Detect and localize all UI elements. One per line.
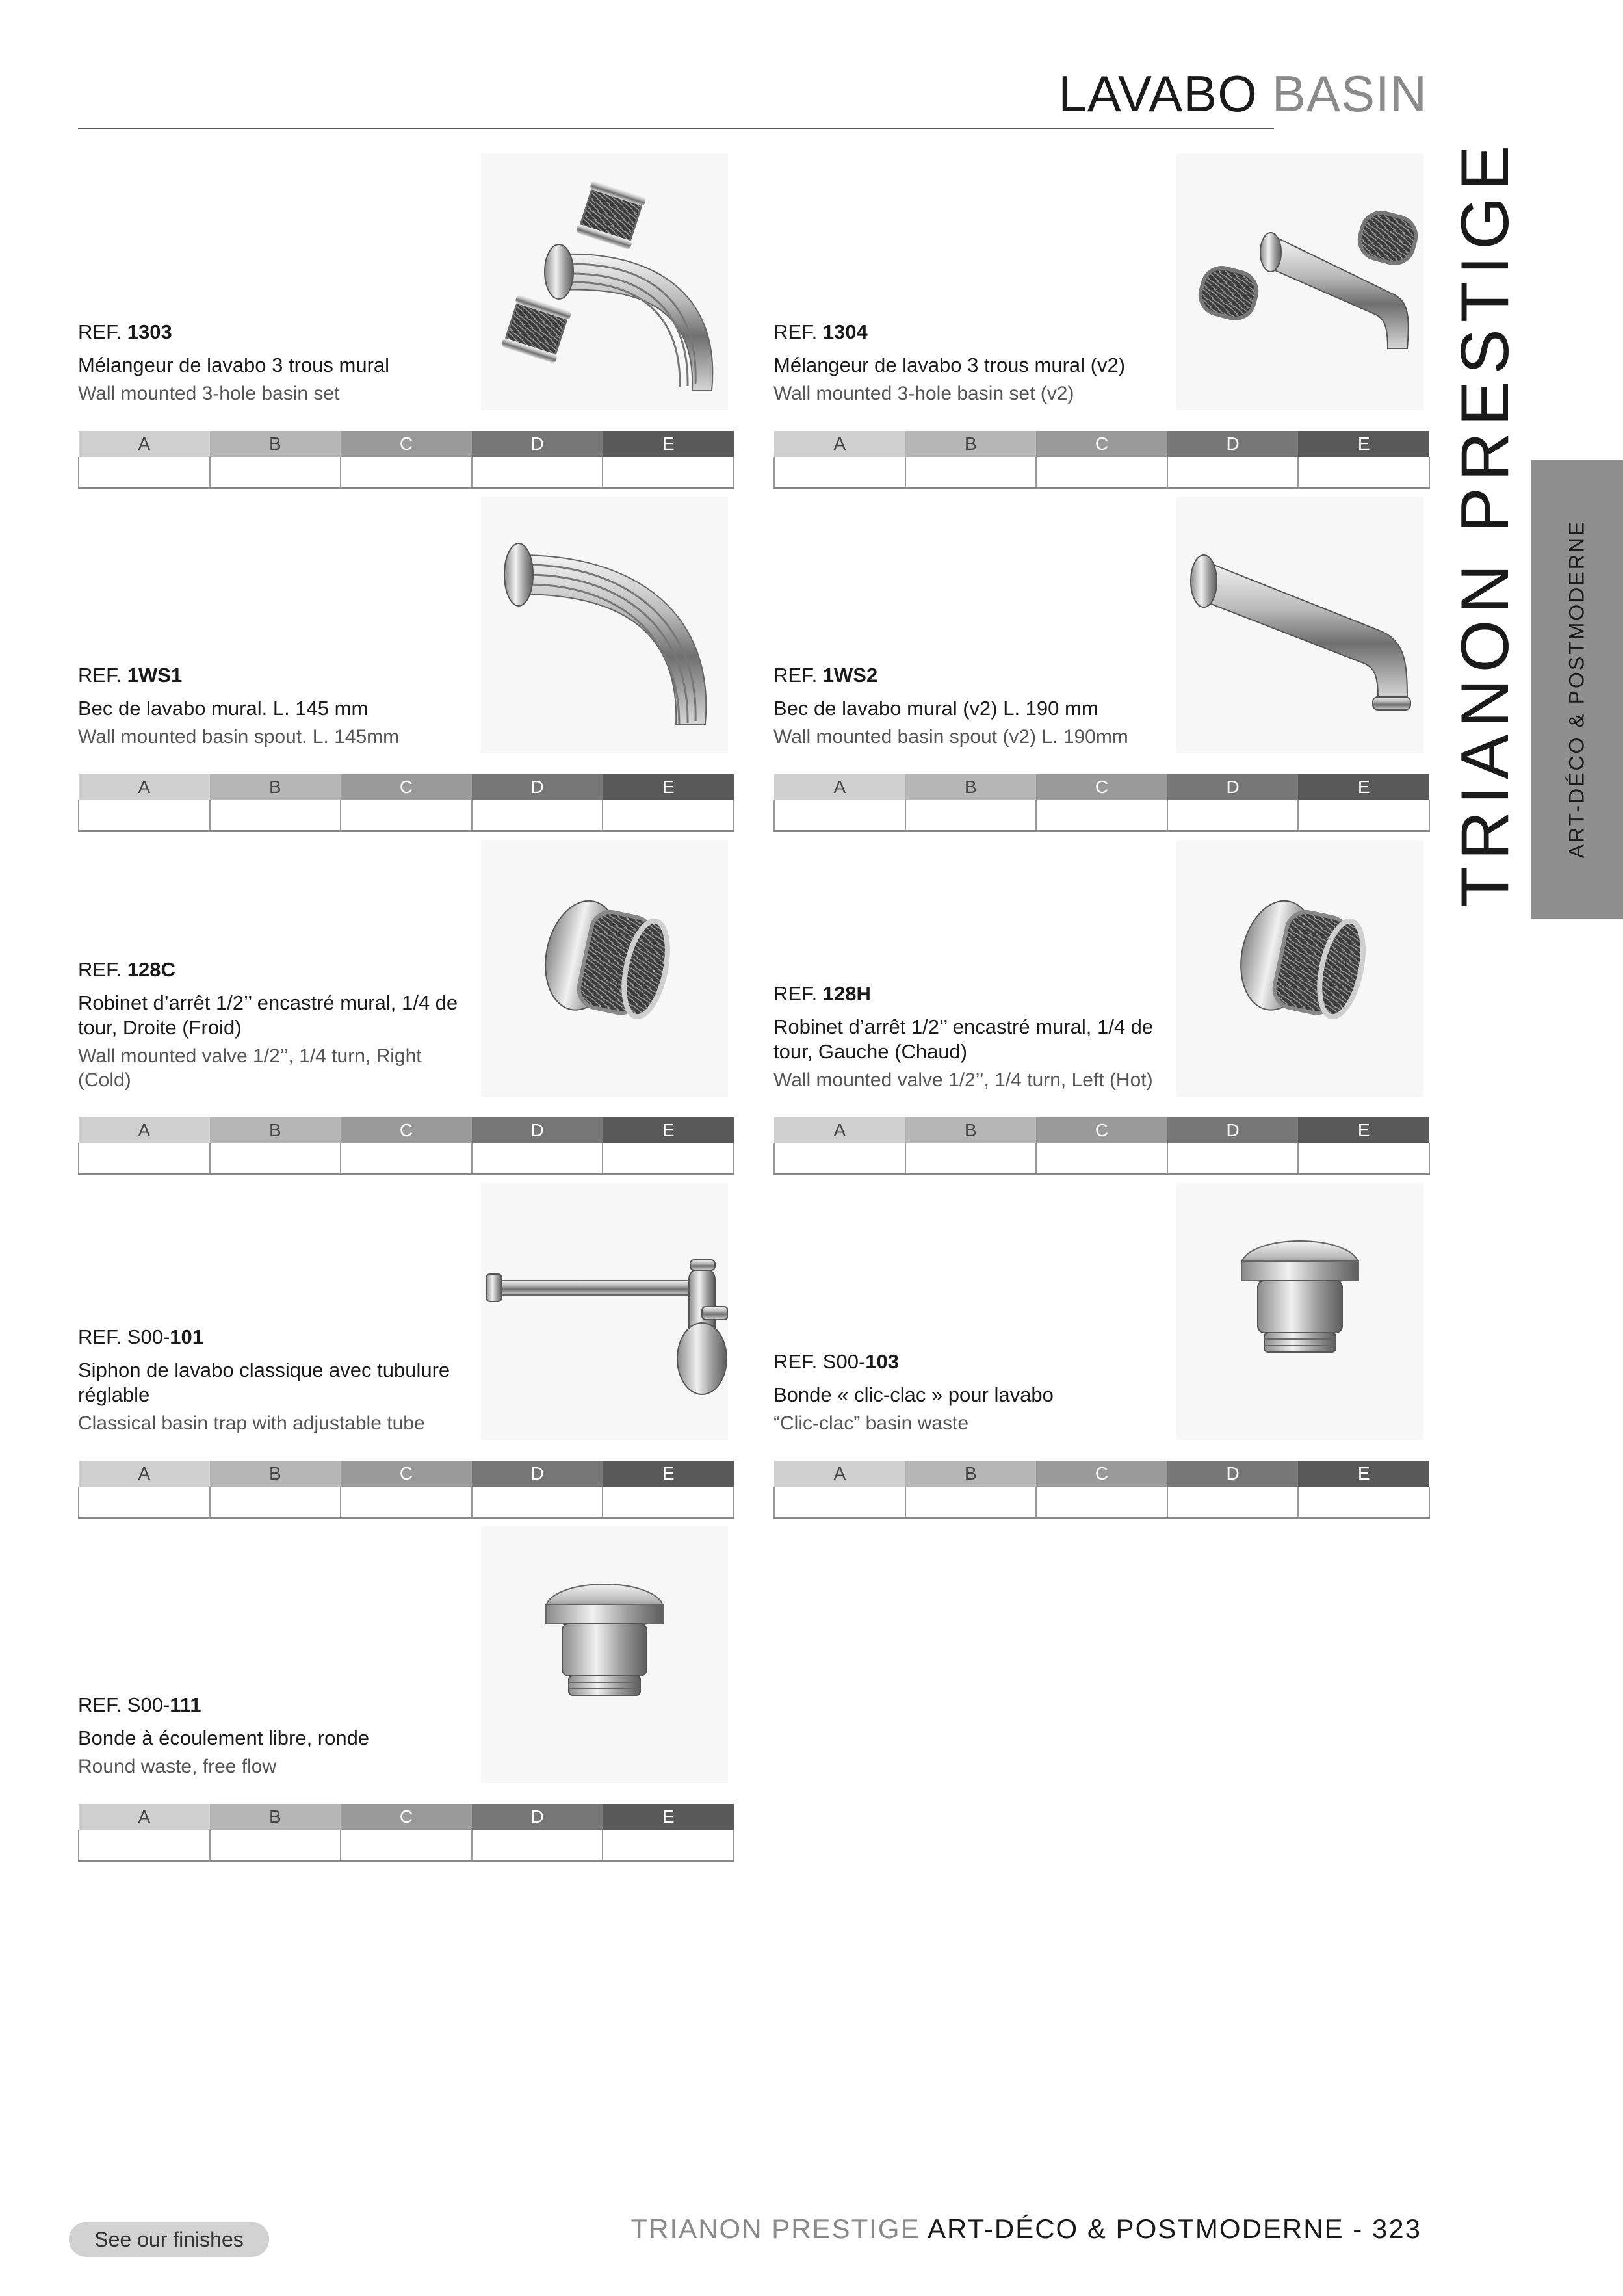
finish-header-e: E xyxy=(603,1117,734,1143)
finish-cell-a xyxy=(774,457,905,488)
ref-code: 1304 xyxy=(822,320,868,343)
finish-cell-a xyxy=(79,1143,210,1175)
finish-header-a: A xyxy=(79,431,210,457)
finish-cell-d xyxy=(1167,1143,1299,1175)
finish-cell-c xyxy=(341,800,472,831)
ref-prefix: REF. S00- xyxy=(773,1350,866,1373)
ref-code: 128H xyxy=(822,982,871,1005)
product-text-1ws2 xyxy=(773,664,1157,749)
ref-prefix: REF. xyxy=(78,958,127,981)
ref-code: 128C xyxy=(127,958,175,981)
product-image-1ws2 xyxy=(1176,497,1423,753)
finish-header-d: D xyxy=(472,431,603,457)
product-image-s00-101 xyxy=(481,1183,728,1440)
finish-header-b: B xyxy=(210,431,341,457)
finish-cell-e xyxy=(603,1487,734,1518)
product-text-1ws1 xyxy=(78,664,461,749)
product-name-en: Wall mounted valve 1/2’’, 1/4 turn, Right (Cold) xyxy=(78,1045,422,1091)
product-name-en: Wall mounted basin spout (v2) L. 190mm xyxy=(773,726,1128,748)
finish-header-a: A xyxy=(79,774,210,800)
finish-header-d: D xyxy=(472,1117,603,1143)
finish-header-e: E xyxy=(603,774,734,800)
product-text-128c xyxy=(78,958,461,1092)
finish-cell-a xyxy=(79,800,210,831)
product-name-fr: Robinet d’arrêt 1/2’’ encastré mural, 1/4 de tour, Gauche (Chaud) xyxy=(773,1015,1154,1063)
finish-header-e: E xyxy=(1298,774,1429,800)
finish-cell-e xyxy=(1298,1487,1429,1518)
finish-header-a: A xyxy=(774,774,905,800)
finish-header-e: E xyxy=(1298,1117,1429,1143)
finish-table-1304 xyxy=(773,431,1430,489)
ref-prefix: REF. xyxy=(78,320,127,343)
product-image-128c xyxy=(481,840,728,1097)
finish-table-s00-111 xyxy=(78,1804,734,1862)
finish-cell-e xyxy=(603,1143,734,1175)
finish-header-d: D xyxy=(1167,1461,1299,1487)
ref-code: 1WS2 xyxy=(822,664,878,686)
product-image-1303 xyxy=(481,153,728,410)
finish-header-d: D xyxy=(472,1461,603,1487)
finish-table-s00-103 xyxy=(773,1461,1430,1519)
finish-header-e: E xyxy=(603,431,734,457)
finish-header-b: B xyxy=(905,1117,1037,1143)
finish-cell-a xyxy=(774,1143,905,1175)
product-name-fr: Mélangeur de lavabo 3 trous mural (v2) xyxy=(773,354,1126,376)
finish-header-e: E xyxy=(1298,1461,1429,1487)
product-name-fr: Robinet d’arrêt 1/2’’ encastré mural, 1/4 de tour, Droite (Froid) xyxy=(78,991,458,1039)
finish-table-s00-101 xyxy=(78,1461,734,1519)
product-card-s00-103 xyxy=(773,1183,1430,1521)
finish-table-128c xyxy=(78,1117,734,1175)
product-ref xyxy=(78,664,461,687)
finish-cell-c xyxy=(1036,457,1167,488)
product-ref xyxy=(773,982,1157,1006)
product-name-en: Classical basin trap with adjustable tube xyxy=(78,1413,425,1434)
product-image-s00-111 xyxy=(481,1526,728,1783)
finish-header-d: D xyxy=(1167,1117,1299,1143)
finish-cell-b xyxy=(210,1830,341,1861)
finish-cell-d xyxy=(1167,457,1299,488)
finish-cell-c xyxy=(341,1830,472,1861)
collection-side-tab[interactable] xyxy=(1531,460,1623,919)
product-name-en: Wall mounted valve 1/2’’, 1/4 turn, Left (Hot) xyxy=(773,1069,1153,1091)
finish-cell-c xyxy=(1036,800,1167,831)
finish-cell-d xyxy=(472,1487,603,1518)
finish-header-a: A xyxy=(79,1804,210,1830)
finish-cell-b xyxy=(210,457,341,488)
product-ref xyxy=(78,320,461,344)
page-footer xyxy=(631,2213,1422,2245)
finish-header-e: E xyxy=(603,1804,734,1830)
finish-cell-c xyxy=(341,1143,472,1175)
finish-header-d: D xyxy=(472,774,603,800)
finish-header-c: C xyxy=(341,1461,472,1487)
product-image-s00-103 xyxy=(1176,1183,1423,1440)
finish-header-c: C xyxy=(341,431,472,457)
finish-header-b: B xyxy=(905,431,1037,457)
footer-separator: - xyxy=(1344,2213,1372,2244)
product-ref xyxy=(773,664,1157,687)
product-text-128h xyxy=(773,982,1157,1092)
product-ref xyxy=(78,958,461,982)
product-text-1303 xyxy=(78,320,461,406)
ref-code: 1WS1 xyxy=(127,664,183,686)
finish-cell-d xyxy=(472,1143,603,1175)
collection-side-tab-label: ART-DÉCO & POSTMODERNE xyxy=(1565,519,1589,859)
finish-header-b: B xyxy=(210,1117,341,1143)
finish-cell-b xyxy=(210,1487,341,1518)
ref-code: 101 xyxy=(170,1325,204,1348)
finish-header-e: E xyxy=(603,1461,734,1487)
finish-header-a: A xyxy=(774,1461,905,1487)
finish-cell-b xyxy=(905,1487,1037,1518)
finish-table-128h xyxy=(773,1117,1430,1175)
product-card-1304 xyxy=(773,153,1430,491)
product-ref xyxy=(78,1325,461,1349)
footer-brand: TRIANON PRESTIGE xyxy=(630,2213,920,2244)
finish-header-e: E xyxy=(1298,431,1429,457)
product-name-en: Wall mounted 3-hole basin set (v2) xyxy=(773,383,1074,404)
product-ref xyxy=(773,320,1157,344)
finish-cell-b xyxy=(905,457,1037,488)
see-finishes-button[interactable]: See our finishes xyxy=(69,2222,269,2257)
finish-header-b: B xyxy=(210,1461,341,1487)
finish-header-a: A xyxy=(774,431,905,457)
finish-cell-d xyxy=(472,800,603,831)
finish-header-c: C xyxy=(1036,1461,1167,1487)
finish-header-c: C xyxy=(341,1804,472,1830)
finish-cell-c xyxy=(1036,1487,1167,1518)
vertical-brand-title xyxy=(1443,138,1527,908)
finish-cell-e xyxy=(603,1830,734,1861)
product-image-1304 xyxy=(1176,153,1423,410)
product-card-1ws1 xyxy=(78,497,734,835)
finish-header-d: D xyxy=(1167,431,1299,457)
product-text-1304 xyxy=(773,320,1157,406)
page-title-en: BASIN xyxy=(1271,65,1427,122)
page-title xyxy=(1058,65,1427,122)
ref-prefix: REF. xyxy=(78,664,127,686)
product-text-s00-101 xyxy=(78,1325,461,1435)
finish-header-a: A xyxy=(774,1117,905,1143)
product-name-en: “Clic-clac” basin waste xyxy=(773,1413,969,1434)
product-name-en: Round waste, free flow xyxy=(78,1756,277,1777)
finish-cell-d xyxy=(1167,800,1299,831)
ref-prefix: REF. S00- xyxy=(78,1693,170,1716)
finish-table-1ws2 xyxy=(773,774,1430,832)
finish-cell-b xyxy=(210,800,341,831)
finish-cell-e xyxy=(1298,1143,1429,1175)
finish-cell-b xyxy=(905,800,1037,831)
ref-code: 111 xyxy=(170,1693,201,1716)
ref-prefix: REF. S00- xyxy=(78,1325,170,1348)
product-card-1ws2 xyxy=(773,497,1430,835)
ref-prefix: REF. xyxy=(773,664,823,686)
finish-header-b: B xyxy=(905,1461,1037,1487)
product-name-fr: Bonde à écoulement libre, ronde xyxy=(78,1727,370,1749)
finish-header-c: C xyxy=(1036,1117,1167,1143)
product-name-en: Wall mounted 3-hole basin set xyxy=(78,383,340,404)
finish-cell-c xyxy=(341,457,472,488)
product-name-en: Wall mounted basin spout. L. 145mm xyxy=(78,726,400,748)
finish-cell-e xyxy=(1298,457,1429,488)
finish-header-a: A xyxy=(79,1461,210,1487)
finish-header-b: B xyxy=(210,774,341,800)
finish-table-1303 xyxy=(78,431,734,489)
finish-header-c: C xyxy=(341,1117,472,1143)
finish-table-1ws1 xyxy=(78,774,734,832)
footer-collection: ART-DÉCO & POSTMODERNE xyxy=(927,2213,1344,2244)
finish-header-b: B xyxy=(905,774,1037,800)
finish-cell-b xyxy=(905,1143,1037,1175)
finish-cell-e xyxy=(1298,800,1429,831)
product-card-s00-101 xyxy=(78,1183,734,1521)
finish-cell-a xyxy=(774,1487,905,1518)
finish-cell-d xyxy=(472,1830,603,1861)
page-title-fr: LAVABO xyxy=(1058,65,1258,122)
finish-header-c: C xyxy=(1036,774,1167,800)
product-text-s00-103 xyxy=(773,1350,1157,1435)
finish-cell-d xyxy=(472,457,603,488)
finish-cell-d xyxy=(1167,1487,1299,1518)
finish-cell-a xyxy=(79,457,210,488)
product-name-fr: Bec de lavabo mural (v2) L. 190 mm xyxy=(773,697,1098,720)
finish-header-c: C xyxy=(341,774,472,800)
finish-header-a: A xyxy=(79,1117,210,1143)
vertical-brand-text: TRIANON PRESTIGE xyxy=(1448,138,1523,908)
page-header xyxy=(78,65,1427,129)
product-text-s00-111 xyxy=(78,1693,461,1779)
finish-header-d: D xyxy=(472,1804,603,1830)
finish-cell-a xyxy=(79,1487,210,1518)
product-name-fr: Bonde « clic-clac » pour lavabo xyxy=(773,1383,1054,1406)
product-name-fr: Siphon de lavabo classique avec tubulure réglable xyxy=(78,1359,450,1406)
product-image-1ws1 xyxy=(481,497,728,753)
finish-header-d: D xyxy=(1167,774,1299,800)
finish-cell-a xyxy=(774,800,905,831)
product-name-fr: Bec de lavabo mural. L. 145 mm xyxy=(78,697,369,720)
ref-prefix: REF. xyxy=(773,982,823,1005)
ref-prefix: REF. xyxy=(773,320,823,343)
ref-code: 103 xyxy=(865,1350,900,1373)
product-card-128h xyxy=(773,840,1430,1178)
product-image-128h xyxy=(1176,840,1423,1097)
finish-cell-e xyxy=(603,457,734,488)
product-card-128c xyxy=(78,840,734,1178)
finish-cell-c xyxy=(1036,1143,1167,1175)
finish-cell-a xyxy=(79,1830,210,1861)
finish-cell-e xyxy=(603,800,734,831)
product-ref xyxy=(773,1350,1157,1374)
finish-header-c: C xyxy=(1036,431,1167,457)
product-card-s00-111 xyxy=(78,1526,734,1864)
page-number: 323 xyxy=(1371,2213,1422,2244)
finish-cell-b xyxy=(210,1143,341,1175)
product-card-1303 xyxy=(78,153,734,491)
product-name-fr: Mélangeur de lavabo 3 trous mural xyxy=(78,354,390,376)
finish-cell-c xyxy=(341,1487,472,1518)
finish-header-b: B xyxy=(210,1804,341,1830)
product-ref xyxy=(78,1693,461,1717)
ref-code: 1303 xyxy=(127,320,172,343)
